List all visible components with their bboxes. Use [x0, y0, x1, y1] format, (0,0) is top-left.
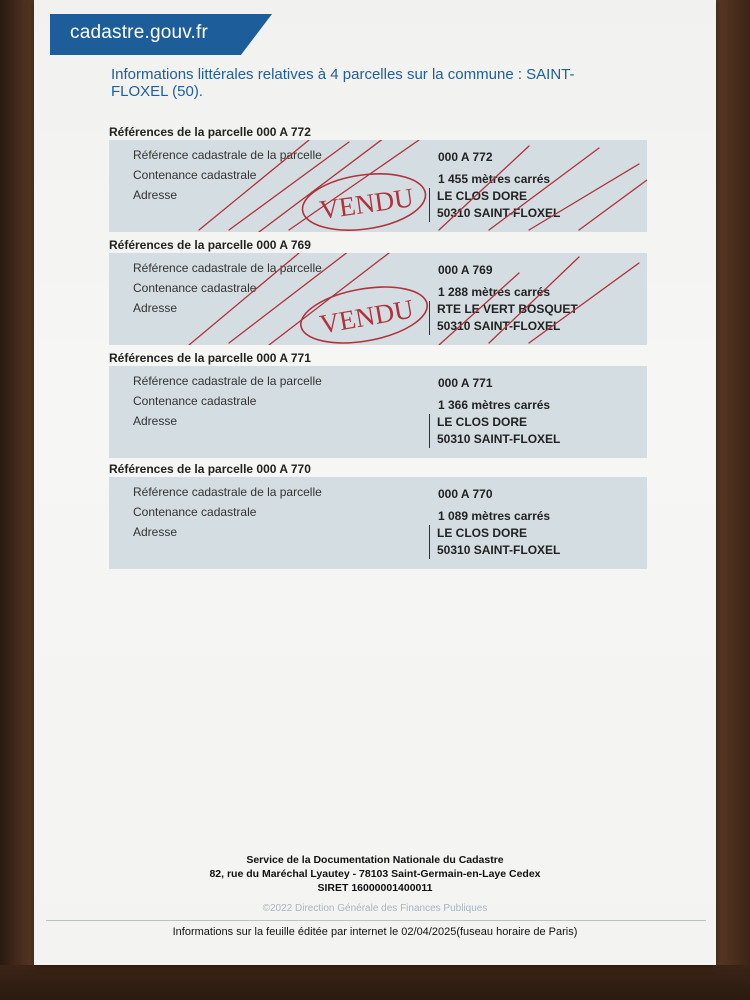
parcel-details — [109, 140, 647, 232]
footer-copyright: ©2022 Direction Générale des Finances Publiques — [262, 903, 488, 914]
reference-label: Référence cadastrale de la parcelle — [133, 374, 322, 388]
address-value — [429, 301, 578, 335]
document-page — [34, 0, 716, 965]
table-surface-bottom — [0, 965, 750, 1000]
footer-divider — [46, 920, 706, 921]
address-line-2: 50310 SAINT-FLOXEL — [437, 432, 561, 446]
vendu-annotation: VENDU — [317, 293, 416, 340]
adresse-label: Adresse — [133, 414, 178, 428]
address-value — [429, 414, 560, 448]
contenance-label: Contenance cadastrale — [133, 394, 257, 408]
reference-label: Référence cadastrale de la parcelle — [133, 148, 322, 162]
contenance-label: Contenance cadastrale — [133, 168, 257, 182]
address-value — [429, 525, 560, 559]
address-line-1: LE CLOS DORE — [437, 189, 528, 203]
parcel-block-771 — [109, 350, 647, 458]
parcel-heading: Références de la parcelle 000 A 770 — [109, 462, 311, 476]
reference-label: Référence cadastrale de la parcelle — [133, 485, 322, 499]
parcel-heading: Références de la parcelle 000 A 769 — [109, 238, 311, 252]
contenance-label: Contenance cadastrale — [133, 505, 257, 519]
footer-siret: SIRET 16000001400011 — [317, 882, 433, 894]
table-surface-right — [716, 0, 750, 1000]
address-line-1: RTE LE VERT BOSQUET — [437, 302, 578, 316]
address-line-2: 50310 SAINT-FLOXEL — [437, 206, 561, 220]
contenance-label: Contenance cadastrale — [133, 281, 257, 295]
reference-value: 000 A 770 — [438, 487, 493, 501]
reference-value: 000 A 772 — [438, 150, 493, 164]
parcel-details — [109, 477, 647, 569]
address-line-2: 50310 SAINT-FLOXEL — [437, 319, 561, 333]
footer-address: 82, rue du Maréchal Lyautey - 78103 Saint-Germain-en-Laye Cedex — [209, 868, 541, 880]
parcel-block-769 — [109, 237, 647, 345]
address-line-1: LE CLOS DORE — [437, 526, 528, 540]
parcel-details — [109, 253, 647, 345]
parcel-block-770 — [109, 461, 647, 569]
footer-edition-info: Informations sur la feuille éditée par internet le 02/04/2025(fuseau horaire de Paris) — [172, 926, 578, 938]
address-line-2: 50310 SAINT-FLOXEL — [437, 543, 561, 557]
table-surface-left — [0, 0, 34, 1000]
contenance-value: 1 089 mètres carrés — [438, 509, 551, 523]
parcel-block-772 — [109, 124, 647, 232]
address-value — [429, 188, 560, 222]
parcel-heading: Références de la parcelle 000 A 771 — [109, 351, 311, 365]
footer-service: Service de la Documentation Nationale du Cadastre — [246, 854, 504, 866]
adresse-label: Adresse — [133, 525, 178, 539]
logo-text: cadastre.gouv.fr — [70, 22, 209, 43]
parcel-details — [109, 366, 647, 458]
page-title: Informations littérales relatives à 4 parcelles sur la commune : SAINT-FLOXEL (50). — [111, 66, 575, 100]
contenance-value: 1 366 mètres carrés — [438, 398, 551, 412]
reference-value: 000 A 771 — [438, 376, 493, 390]
adresse-label: Adresse — [133, 301, 178, 315]
reference-label: Référence cadastrale de la parcelle — [133, 261, 322, 275]
vendu-annotation: VENDU — [317, 182, 416, 226]
parcel-heading: Références de la parcelle 000 A 772 — [109, 125, 311, 139]
contenance-value: 1 455 mètres carrés — [438, 172, 551, 186]
contenance-value: 1 288 mètres carrés — [438, 285, 551, 299]
address-line-1: LE CLOS DORE — [437, 415, 528, 429]
reference-value: 000 A 769 — [438, 263, 493, 277]
adresse-label: Adresse — [133, 188, 178, 202]
